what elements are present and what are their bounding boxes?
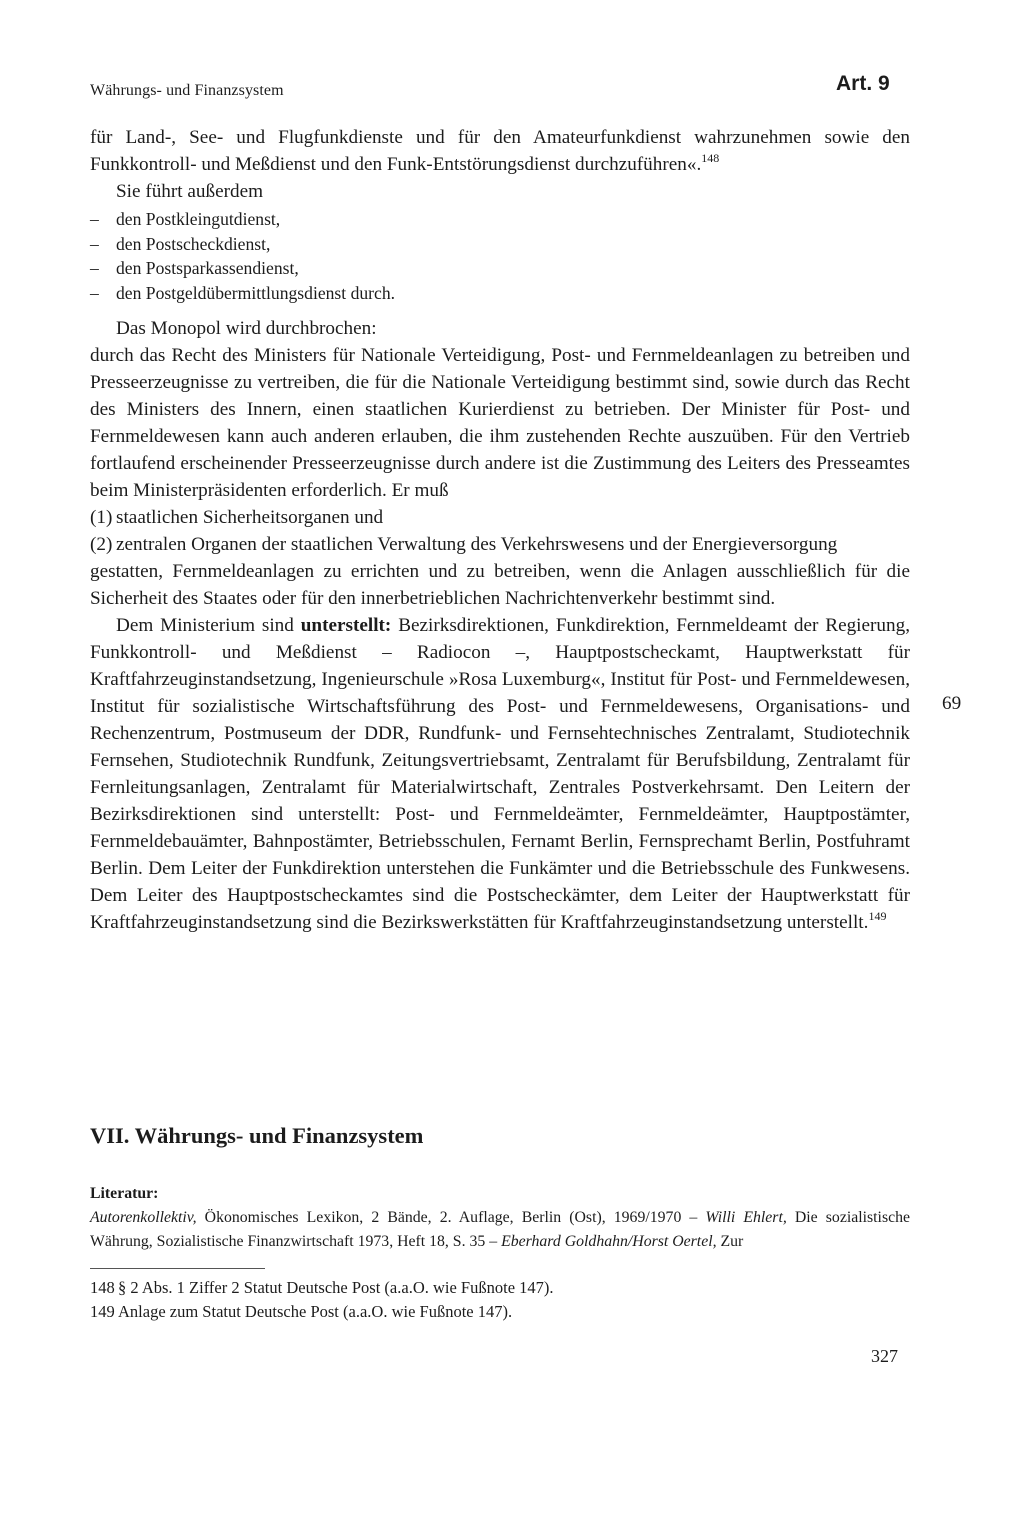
list-item <box>90 207 910 232</box>
list-item <box>90 531 910 558</box>
paragraph <box>90 612 910 936</box>
paragraph-text: für Land-, See- und Flugfunkdienste und für den Amateurfunkdienst wahrzunehmen sowie den Funkkontroll- und Meßdienst und den Funk-Entstörungsdienst durchzuführen«. <box>90 127 910 175</box>
list-item-text: zentralen Organen der staatlichen Verwaltung des Verkehrswesens und der Energieversorgung <box>116 534 838 555</box>
footnotes <box>90 1276 910 1324</box>
list-item-text: den Postgeldübermittlungsdienst durch. <box>116 282 396 303</box>
dash-list <box>90 207 910 305</box>
section-heading: VII. Währungs- und Finanzsystem <box>90 1123 424 1148</box>
list-item-text: staatlichen Sicherheitsorganen und <box>116 507 384 528</box>
paragraph <box>90 124 910 178</box>
footnote-text: Anlage zum Statut Deutsche Post (a.a.O. wie Fußnote 147). <box>118 1302 513 1321</box>
list-item-text: den Postsparkassendienst, <box>116 258 299 278</box>
author: Autorenkollektiv, <box>90 1209 197 1226</box>
dash: – <box>90 282 99 303</box>
numbered-list <box>90 504 910 558</box>
dash: – <box>90 233 99 254</box>
footnote-divider <box>90 1268 265 1269</box>
list-item <box>90 256 910 281</box>
list-item <box>90 281 910 306</box>
list-item-text: den Postscheckdienst, <box>116 233 271 254</box>
author: Willi Ehlert, <box>705 1209 787 1226</box>
paragraph: Sie führt außerdem <box>116 181 264 202</box>
citation-text: Ökonomisches Lexikon, 2 Bände, 2. Auflage, Berlin (Ost), 1969/1970 – <box>196 1209 706 1226</box>
citation-text: Zur <box>716 1233 744 1250</box>
literature-block <box>90 1182 910 1254</box>
footnote <box>90 1276 910 1300</box>
list-number: (1) <box>90 507 113 528</box>
paragraph-text: Bezirksdirektionen, Funkdirektion, Fernmeldeamt der Regierung, Funkkontroll- und Meßdienst – Radiocon –, Hauptpostscheckamt, Hauptwerkstatt für Kraftfahrzeuginstandsetzung, Ingenieurschule »Rosa Luxemburg«, Institut für Post- und Fernmeldewesen, Institut für sozialistische Wirtschaftsführung des Post- und Fernmeldewesens, Organisations- und Rechenzentrum, Postmuseum der DDR, Rundfunk- und Fernsehtechnisches Zentralamt, Studiotechnik Fernsehen, Studiotechnik Rundfunk, Zeitungsvertriebsamt, Zentralamt für Berufsbildung, Zentralamt für Fernleitungsanlagen, Zentralamt für Materialwirtschaft, Zentrales Postverkehrsamt. Den Leitern der Bezirksdirektionen sind unterstellt: Post- und Fernmeldeämter, Fernmeldeämter, Hauptpostämter, Fernmeldebauämter, Bahnpostämter, Betriebsschulen, Fernamt Berlin, Fernsprechamt Berlin, Postfuhramt Berlin. Dem Leiter der Funkdirektion unterstehen die Funkämter und die Betriebsschule des Funkwesens. Dem Leiter des Hauptpostscheckamtes sind die Postscheckämter, dem Leiter der Hauptwerkstatt für Kraftfahrzeuginstandsetzung sind die Bezirkswerkstätten für Kraftfahrzeuginstandsetzung unterstellt. <box>90 615 910 933</box>
list-number: (2) <box>90 534 113 555</box>
paragraph-lead: Dem Ministerium sind <box>116 615 301 636</box>
footnote-ref: 149 <box>868 909 887 923</box>
page-number: 327 <box>871 1346 898 1366</box>
bold-term: unterstellt: <box>300 615 392 636</box>
dash: – <box>90 258 99 278</box>
author: Eberhard Goldhahn/Horst Oertel, <box>501 1233 717 1250</box>
paragraph: Das Monopol wird durchbrochen: <box>116 318 377 339</box>
literature-label: Literatur: <box>90 1185 159 1202</box>
footnote-number: 148 <box>90 1278 115 1297</box>
running-header: Währungs- und Finanzsystem <box>90 82 284 99</box>
paragraph: durch das Recht des Ministers für Nationale Verteidigung, Post- und Fernmeldeanlagen zu betreiben und Presseerzeugnisse zu vertreiben, die für die Nationale Verteidigung bestimmt sind, sowie durch das Recht des Ministers des Innern, einen staatlichen Kurierdienst zu betrieben. Der Minister für Post- und Fernmeldewesen kann auch anderen erlauben, die ihm zustehenden Rechte auszuüben. Für den Vertrieb fortlaufend erscheinender Presseerzeugnisse durch andere ist die Zustimmung des Leiters des Presseamtes beim Ministerpräsidenten erforderlich. Er muß <box>90 345 910 501</box>
paragraph: gestatten, Fernmeldeanlagen zu errichten und zu betreiben, wenn die Anlagen ausschließlich für die Sicherheit des Staates oder für den innerbetrieblichen Nachrichtenverkehr bestimmt sind. <box>90 561 910 609</box>
list-item <box>90 504 910 531</box>
citation-text: Die sozialistische Währung, Sozialistische Finanzwirtschaft 1973, Heft 18, S. 35 – <box>90 1209 911 1250</box>
list-item-text: den Postkleingutdienst, <box>116 209 281 229</box>
footnote-number: 149 <box>90 1302 115 1321</box>
dash: – <box>90 209 99 229</box>
list-item <box>90 232 910 257</box>
article-number: Art. 9 <box>836 72 890 95</box>
footnote <box>90 1300 910 1324</box>
main-text <box>90 124 910 936</box>
footnote-text: § 2 Abs. 1 Ziffer 2 Statut Deutsche Post (a.a.O. wie Fußnote 147). <box>118 1278 554 1297</box>
footnote-ref: 148 <box>701 151 720 165</box>
margin-number: 69 <box>942 693 962 714</box>
